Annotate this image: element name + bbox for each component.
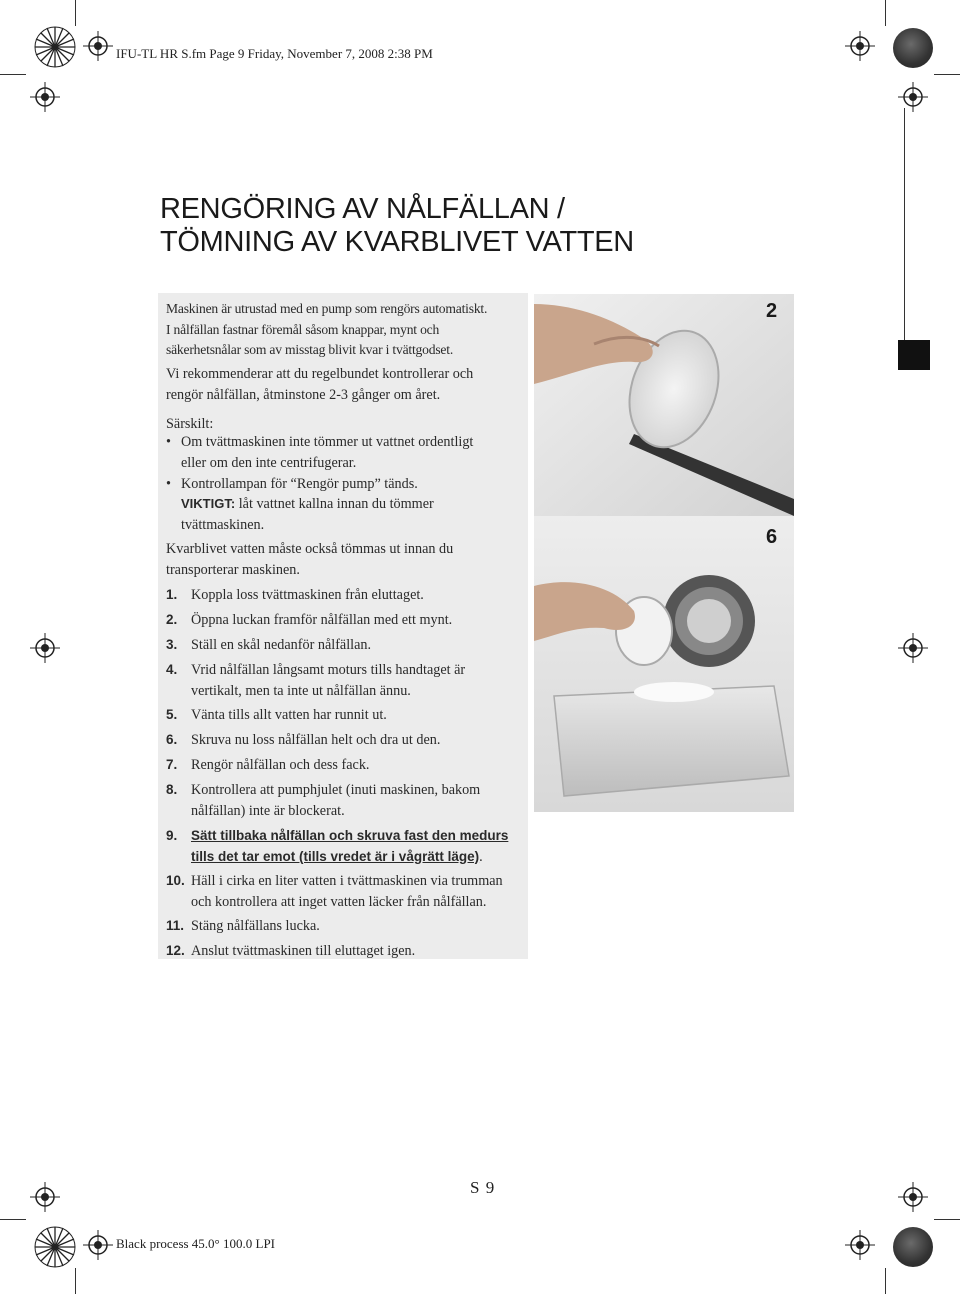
- step-item: 2. Öppna luckan framför nålfällan med ett mynt.: [166, 612, 453, 628]
- crop-mark: [934, 1219, 960, 1220]
- step-item: 3. Ställ en skål nedanför nålfällan.: [166, 637, 372, 653]
- recommendation-paragraph: Vi rekommenderar att du regelbundet kontrollerar och rengör nålfällan, åtminstone 2-3 gånger om året.: [166, 366, 474, 403]
- photo-drain-filter-illustration: [534, 516, 794, 812]
- bullet-item: • Kontrollampan för “Rengör pump” tänds.: [166, 474, 516, 495]
- transport-paragraph: Kvarblivet vatten måste också tömmas ut innan du transporterar maskinen.: [166, 541, 454, 578]
- photo-open-cover-illustration: [534, 294, 794, 516]
- crop-mark: [75, 1268, 76, 1294]
- step-item: 9. Sätt tillbaka nålfällan och skruva fast den medurs tills det tar emot (tills vredet är i vågrätt läge).: [166, 828, 509, 865]
- density-patch-icon: [893, 28, 933, 68]
- registration-mark-icon: [30, 1182, 60, 1212]
- title-line-2: TÖMNING AV KVARBLIVET VATTEN: [160, 226, 634, 258]
- bullet-item: • Om tvättmaskinen inte tömmer ut vattnet ordentligt eller om den inte centrifugerar.: [166, 434, 474, 471]
- step-item: 12. Anslut tvättmaskinen till eluttaget igen.: [166, 943, 416, 959]
- especially-label: Särskilt:: [166, 416, 214, 432]
- process-info-footer: Black process 45.0° 100.0 LPI: [116, 1236, 276, 1251]
- density-patch-icon: [893, 1227, 933, 1267]
- step-item: 4. Vrid nålfällan långsamt moturs tills handtaget är vertikalt, men ta inte ut nålfällan ännu.: [166, 662, 466, 699]
- step-item: 5. Vänta tills allt vatten har runnit ut.: [166, 707, 387, 723]
- title-line-1: RENGÖRING AV NÅLFÄLLAN /: [160, 193, 565, 225]
- crop-mark: [0, 74, 26, 75]
- star-target-icon: [34, 26, 76, 68]
- registration-mark-icon: [898, 82, 928, 112]
- registration-mark-icon: [898, 1182, 928, 1212]
- registration-mark-icon: [845, 1230, 875, 1260]
- photo-drain-filter: [534, 516, 794, 812]
- registration-mark-icon: [83, 1230, 113, 1260]
- registration-mark-icon: [83, 31, 113, 61]
- file-info-header: IFU-TL HR S.fm Page 9 Friday, November 7, 2008 2:38 PM: [116, 46, 433, 61]
- bullet-icon: •: [166, 476, 171, 492]
- crop-mark: [0, 1219, 26, 1220]
- step-item: 1. Koppla loss tvättmaskinen från eluttaget.: [166, 587, 424, 603]
- step-item: 8. Kontrollera att pumphjulet (inuti maskinen, bakom nålfällan) inte är blockerat.: [166, 782, 481, 819]
- photo-open-cover: [534, 294, 794, 516]
- registration-mark-icon: [30, 82, 60, 112]
- step-item: 7. Rengör nålfällan och dess fack.: [166, 757, 370, 773]
- page-title: [160, 193, 720, 259]
- registration-mark-icon: [30, 633, 60, 663]
- page-number: S 9: [470, 1178, 496, 1197]
- figure-number: 2: [766, 300, 778, 322]
- bullet-icon: •: [166, 434, 171, 450]
- registration-mark-icon: [898, 633, 928, 663]
- step-item: 10. Häll i cirka en liter vatten i tvättmaskinen via trumman och kontrollera att inget vatten läcker från nålfällan.: [166, 873, 503, 910]
- important-note: VIKTIGT: låt vattnet kallna innan du tömmer tvättmaskinen.: [181, 496, 434, 533]
- figure-number: 6: [766, 526, 778, 548]
- crop-mark: [75, 0, 76, 26]
- step-item: 6. Skruva nu loss nålfällan helt och dra ut den.: [166, 732, 441, 748]
- crop-mark: [934, 74, 960, 75]
- crop-mark: [885, 0, 886, 26]
- important-label: VIKTIGT:: [181, 496, 236, 511]
- registration-mark-icon: [845, 31, 875, 61]
- thumb-tab-marker: [898, 340, 930, 370]
- crop-mark: [885, 1268, 886, 1294]
- thumb-tab-line: [904, 108, 905, 370]
- step-item: 11. Stäng nålfällans lucka.: [166, 918, 320, 934]
- star-target-icon: [34, 1226, 76, 1268]
- intro-paragraph: Maskinen är utrustad med en pump som rengörs automatiskt. I nålfällan fastnar föremål såsom knappar, mynt och säkerhetsnålar som av misstag blivit kvar i tvättgodset.: [166, 301, 488, 357]
